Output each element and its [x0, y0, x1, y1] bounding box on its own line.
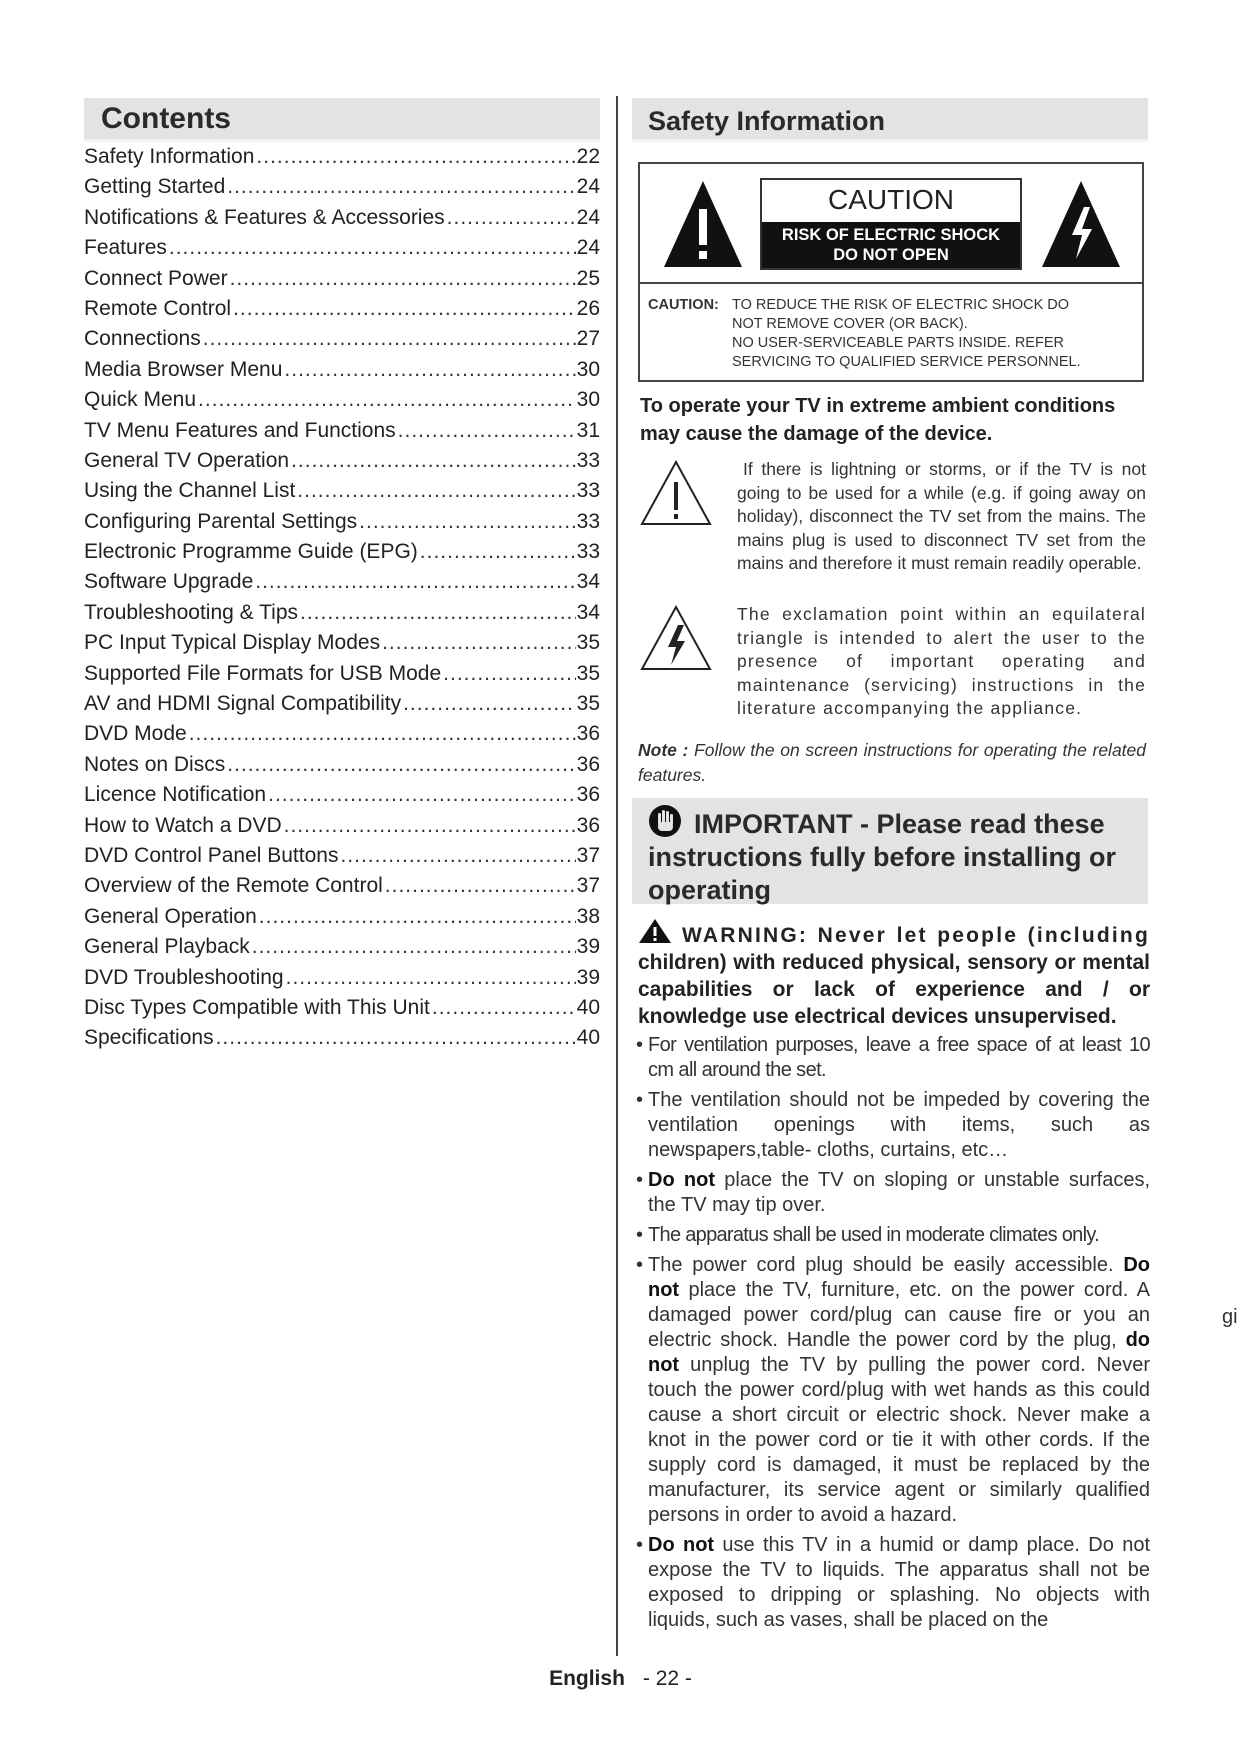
- caution-instructions: [648, 296, 1138, 372]
- toc-leader-dots: [359, 507, 575, 537]
- toc-entry-page: 37: [576, 874, 600, 898]
- caution-subtitle: [762, 222, 1020, 268]
- toc-leader-dots: [284, 811, 576, 841]
- caution-text-line: SERVICING TO QUALIFIED SERVICE PERSONNEL.: [732, 354, 1081, 370]
- emphasis-text: Do not: [648, 1169, 716, 1191]
- toc-entry-page: 26: [576, 296, 600, 320]
- toc-leader-dots: [189, 719, 576, 749]
- contents-heading: Contents: [84, 98, 600, 142]
- lightning-warning-block: [640, 458, 1146, 576]
- caution-text-label: CAUTION:: [648, 297, 719, 313]
- toc-leader-dots: [252, 932, 576, 962]
- caution-text-line: TO REDUCE THE RISK OF ELECTRIC SHOCK DO: [732, 297, 1070, 313]
- toc-entry-page: 35: [576, 692, 600, 716]
- toc-entry[interactable]: [84, 294, 600, 324]
- toc-entry[interactable]: [84, 324, 600, 354]
- toc-entry-page: 38: [576, 904, 600, 928]
- toc-leader-dots: [432, 993, 576, 1023]
- lightning-triangle-icon: [1040, 179, 1122, 269]
- toc-entry[interactable]: [84, 264, 600, 294]
- exclamation-notice-text: The exclamation point within an equilateral triangle is intended to alert the user to the presence of important operating and maintenance (servicing) instructions in the literature accompanying the appliance.: [737, 604, 1146, 718]
- toc-entry[interactable]: [84, 750, 600, 780]
- list-item: [636, 1253, 1150, 1528]
- toc-entry-title: PC Input Typical Display Modes: [84, 631, 381, 655]
- toc-leader-dots: [255, 567, 575, 597]
- toc-leader-dots: [230, 264, 576, 294]
- toc-entry[interactable]: [84, 1023, 600, 1053]
- lightning-triangle-outline-icon: [640, 603, 712, 673]
- toc-entry-title: Configuring Parental Settings: [84, 509, 358, 533]
- toc-entry[interactable]: [84, 385, 600, 415]
- bullet-text: The power cord plug should be easily accessible.: [648, 1254, 1124, 1276]
- toc-leader-dots: [300, 598, 576, 628]
- warning-paragraph: [638, 918, 1150, 1030]
- toc-entry-page: 39: [576, 965, 600, 989]
- emphasis-text: Do not: [648, 1534, 715, 1556]
- toc-entry-title: DVD Mode: [84, 722, 187, 746]
- toc-leader-dots: [382, 628, 576, 658]
- toc-entry[interactable]: [84, 689, 600, 719]
- toc-entry-title: Notes on Discs: [84, 752, 226, 776]
- toc-entry-page: 24: [576, 205, 600, 229]
- toc-entry-title: Notifications & Features & Accessories: [84, 205, 445, 229]
- toc-entry-page: 33: [576, 540, 600, 564]
- toc-leader-dots: [443, 659, 575, 689]
- toc-entry-title: General TV Operation: [84, 448, 290, 472]
- list-item: • The ventilation should not be impeded by covering the ventilation openings with items, such as newspapers,table- cloths, curtains, etc…: [636, 1088, 1150, 1163]
- toc-entry-title: Connect Power: [84, 266, 228, 290]
- toc-entry-title: DVD Troubleshooting: [84, 965, 284, 989]
- caution-subtitle-line: DO NOT OPEN: [833, 246, 949, 264]
- toc-leader-dots: [227, 172, 575, 202]
- toc-entry-title: Electronic Programme Guide (EPG): [84, 540, 418, 564]
- toc-entry-page: 37: [576, 843, 600, 867]
- toc-leader-dots: [198, 385, 576, 415]
- toc-entry-title: General Operation: [84, 904, 257, 928]
- exclamation-triangle-icon: [662, 179, 744, 269]
- list-item: [636, 1168, 1150, 1218]
- toc-entry-page: 33: [576, 479, 600, 503]
- toc-leader-dots: [447, 203, 576, 233]
- toc-leader-dots: [291, 446, 576, 476]
- warning-body: children) with reduced physical, sensory or mental capabilities or lack of experience and / or knowledge use electrical devices unsupervised.: [638, 951, 1150, 1028]
- list-item: • The apparatus shall be used in moderate climates only.: [636, 1223, 1150, 1248]
- toc-entry[interactable]: [84, 567, 600, 597]
- toc-entry-title: Software Upgrade: [84, 570, 254, 594]
- toc-entry-title: Safety Information: [84, 145, 255, 168]
- toc-leader-dots: [169, 233, 576, 263]
- toc-entry-page: 35: [576, 661, 600, 685]
- caution-label-box: [638, 162, 1144, 382]
- toc-entry-page: 30: [576, 388, 600, 412]
- toc-entry-page: 34: [576, 570, 600, 594]
- emphasis-text: do not: [648, 1329, 1150, 1376]
- toc-entry-page: 24: [576, 236, 600, 260]
- toc-entry-title: Disc Types Compatible with This Unit: [84, 995, 430, 1019]
- toc-entry-title: Getting Started: [84, 175, 226, 199]
- toc-entry-page: 36: [576, 813, 600, 837]
- toc-entry[interactable]: [84, 719, 600, 749]
- toc-entry-title: Remote Control: [84, 296, 232, 320]
- note-label: Note :: [638, 740, 689, 760]
- page-footer: [0, 1667, 1241, 1691]
- table-of-contents: [84, 142, 600, 1054]
- toc-leader-dots: [286, 963, 576, 993]
- toc-entry-page: 33: [576, 448, 600, 472]
- bullet-text: unplug the TV by pulling the power cord. Never touch the power cord/plug with wet hands as this could cause a short circuit or electric shock. Never make a knot in the power cord or tie it with other cords. If the supply cord is damaged, it must be replaced by the manufacturer, its service agent or similarly qualified persons in order to avoid a hazard.: [648, 1354, 1150, 1526]
- toc-leader-dots: [403, 689, 576, 719]
- column-divider: [616, 96, 618, 1656]
- toc-entry-title: DVD Control Panel Buttons: [84, 843, 339, 867]
- toc-entry-title: General Playback: [84, 935, 250, 959]
- toc-entry-page: 35: [576, 631, 600, 655]
- caution-center-panel: [760, 178, 1022, 270]
- toc-entry-page: 36: [576, 752, 600, 776]
- toc-leader-dots: [340, 841, 575, 871]
- toc-leader-dots: [259, 902, 576, 932]
- toc-entry-title: Overview of the Remote Control: [84, 874, 383, 898]
- toc-leader-dots: [297, 476, 575, 506]
- safety-bullet-list: [636, 1033, 1150, 1638]
- toc-entry-title: Troubleshooting & Tips: [84, 600, 299, 624]
- toc-leader-dots: [227, 750, 575, 780]
- toc-entry-title: Supported File Formats for USB Mode: [84, 661, 442, 685]
- toc-entry[interactable]: [84, 841, 600, 871]
- warning-lead: WARNING: Never let people (including: [682, 924, 1150, 947]
- caution-title: CAUTION: [828, 184, 954, 215]
- note-body: Follow the on screen instructions for operating the related features.: [638, 740, 1147, 785]
- toc-entry[interactable]: [84, 142, 600, 172]
- toc-leader-dots: [203, 324, 576, 354]
- toc-entry[interactable]: [84, 507, 600, 537]
- page-number: - 22 -: [642, 1667, 692, 1690]
- toc-entry[interactable]: [84, 780, 600, 810]
- warning-triangle-icon: [638, 918, 672, 944]
- toc-leader-dots: [268, 780, 576, 810]
- list-item: [636, 1533, 1150, 1633]
- toc-entry[interactable]: [84, 659, 600, 689]
- toc-entry-title: Connections: [84, 327, 201, 351]
- exclamation-notice-block: [640, 603, 1146, 721]
- emphasis-text: Do not: [648, 1254, 1150, 1301]
- bullet-text: place the TV, furniture, etc. on the power cord. A damaged power cord/plug can cause fire or: [648, 1279, 1150, 1326]
- toc-entry[interactable]: [84, 932, 600, 962]
- toc-leader-dots: [385, 871, 576, 901]
- toc-entry-page: 36: [576, 783, 600, 807]
- toc-entry-page: 31: [576, 418, 600, 442]
- caution-label-top: [640, 164, 1142, 284]
- toc-entry[interactable]: [84, 203, 600, 233]
- toc-entry[interactable]: [84, 446, 600, 476]
- toc-entry[interactable]: [84, 598, 600, 628]
- list-item: • For ventilation purposes, leave a free space of at least 10 cm all around the set.: [636, 1033, 1150, 1083]
- overflow-text-fragment: gi: [1222, 1306, 1238, 1328]
- toc-entry[interactable]: [84, 537, 600, 567]
- toc-entry[interactable]: [84, 628, 600, 658]
- toc-entry-title: Quick Menu: [84, 388, 197, 412]
- toc-entry[interactable]: [84, 416, 600, 446]
- toc-entry[interactable]: [84, 963, 600, 993]
- caution-subtitle-line: RISK OF ELECTRIC SHOCK: [781, 226, 1001, 244]
- toc-entry[interactable]: [84, 902, 600, 932]
- bullet-text: use this TV in a humid or damp place. Do not expose the TV to liquids. The apparatus shall not be exposed to dripping or splashing. No objects with liquids, such as vases, shall be placed on the: [648, 1534, 1151, 1631]
- note-text: [638, 738, 1146, 788]
- lightning-warning-text: If there is lightning or storms, or if the TV is not going to be used for a while (e.g. if going away on holiday), disconnect the TV set from the mains. The mains plug is used to disconnect TV set from the mains and therefore it must remain readily operable.: [737, 459, 1146, 573]
- toc-leader-dots: [284, 355, 575, 385]
- toc-entry-page: 39: [576, 935, 600, 959]
- toc-entry-page: 40: [576, 1026, 600, 1050]
- caution-text-line: NO USER-SERVICEABLE PARTS INSIDE. REFER: [732, 335, 1064, 351]
- toc-entry[interactable]: [84, 233, 600, 263]
- toc-leader-dots: [216, 1023, 576, 1053]
- toc-entry[interactable]: [84, 355, 600, 385]
- toc-entry-title: Specifications: [84, 1026, 214, 1050]
- safety-column: [632, 98, 1151, 1631]
- toc-entry-title: How to Watch a DVD: [84, 813, 282, 837]
- toc-entry-page: 34: [576, 600, 600, 624]
- stop-hand-icon: [648, 804, 682, 838]
- toc-leader-dots: [398, 416, 576, 446]
- toc-entry-page: 27: [576, 327, 600, 351]
- toc-entry-page: 40: [576, 995, 600, 1019]
- toc-leader-dots: [256, 142, 575, 172]
- toc-entry-page: 30: [576, 357, 600, 381]
- toc-entry-page: 24: [576, 175, 600, 199]
- footer-language: English: [549, 1667, 625, 1690]
- toc-entry-page: 33: [576, 509, 600, 533]
- warning-triangle-outline-icon: [640, 458, 712, 528]
- safety-heading: Safety Information: [632, 98, 1148, 142]
- toc-entry-page: 25: [576, 266, 600, 290]
- toc-entry[interactable]: [84, 811, 600, 841]
- toc-entry-title: Licence Notification: [84, 783, 267, 807]
- bullet-text: place the TV on sloping or unstable surfaces, the TV may tip over.: [648, 1169, 1151, 1216]
- toc-entry-page: 22: [576, 145, 600, 168]
- bullet-text: you an electric shock. Handle the power cord by the plug,: [648, 1304, 1151, 1351]
- toc-entry[interactable]: [84, 993, 600, 1023]
- toc-entry-title: Media Browser Menu: [84, 357, 283, 381]
- toc-leader-dots: [420, 537, 576, 567]
- toc-entry-title: AV and HDMI Signal Compatibility: [84, 692, 402, 716]
- toc-entry-title: Features: [84, 236, 167, 260]
- toc-entry-page: 36: [576, 722, 600, 746]
- toc-entry[interactable]: [84, 476, 600, 506]
- caution-text-line: NOT REMOVE COVER (OR BACK).: [732, 316, 968, 332]
- toc-leader-dots: [233, 294, 576, 324]
- contents-column: [84, 98, 600, 1054]
- important-heading: [632, 798, 1148, 904]
- toc-entry-title: TV Menu Features and Functions: [84, 418, 396, 442]
- toc-entry-title: Using the Channel List: [84, 479, 296, 503]
- extreme-conditions-heading: To operate your TV in extreme ambient conditions may cause the damage of the device.: [640, 395, 1116, 445]
- toc-entry[interactable]: [84, 172, 600, 202]
- important-heading-text: IMPORTANT - Please read these instructions fully before installing or operating: [648, 809, 1117, 905]
- toc-entry[interactable]: [84, 871, 600, 901]
